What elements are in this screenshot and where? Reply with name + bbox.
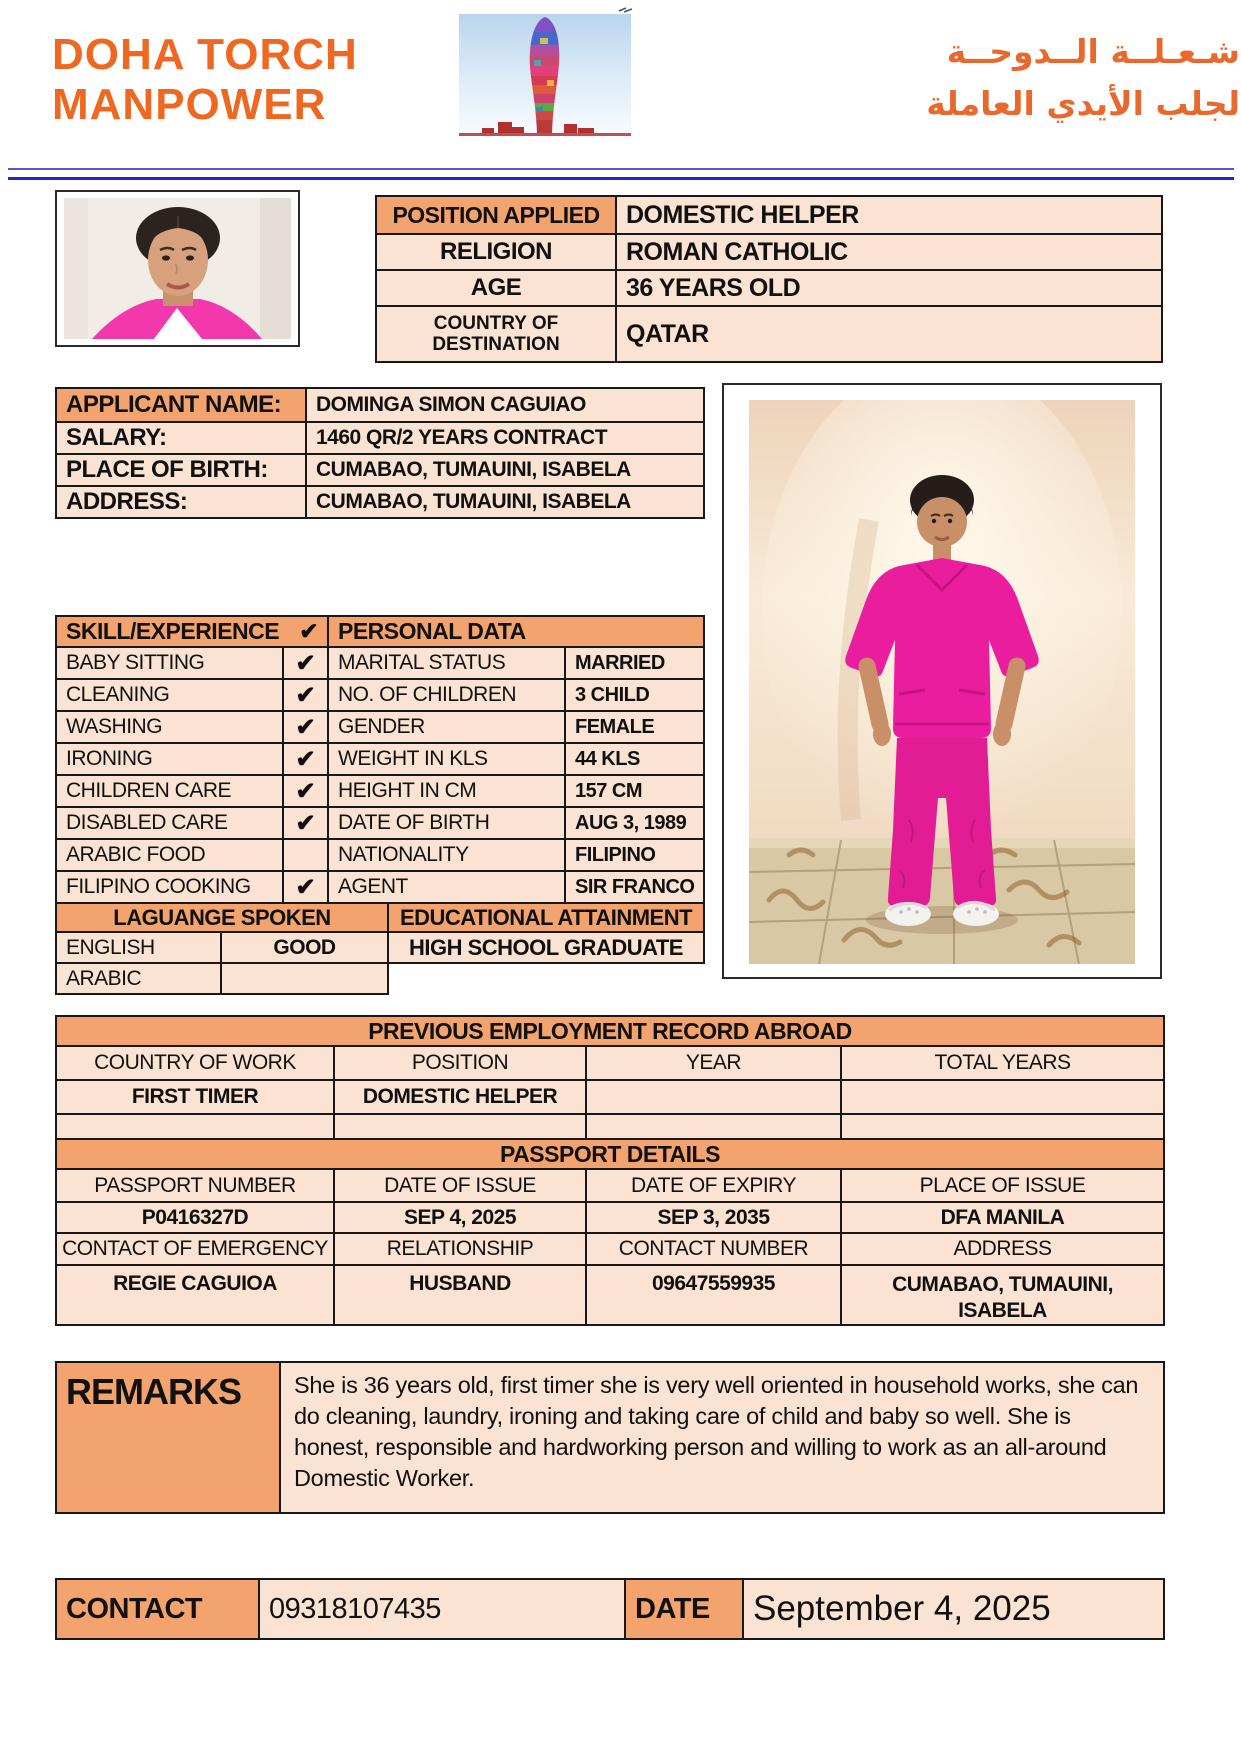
skill-name: WASHING <box>55 710 284 744</box>
date-of-expiry-value: SEP 3, 2035 <box>585 1201 842 1234</box>
employment-cell: FIRST TIMER <box>55 1079 335 1115</box>
column-header: PASSPORT NUMBER <box>55 1168 335 1203</box>
personal-data-header: PERSONAL DATA <box>327 615 705 648</box>
column-header: ADDRESS <box>840 1232 1165 1266</box>
country-of-destination-value: QATAR <box>615 305 1163 363</box>
skills-header <box>55 615 329 648</box>
personal-data-value: AUG 3, 1989 <box>564 806 705 840</box>
table-row <box>55 1168 1165 1203</box>
date-label: DATE <box>624 1578 744 1640</box>
footer-contact-date <box>55 1578 1165 1640</box>
check-icon: ✔ <box>282 774 329 808</box>
table-row <box>55 902 705 933</box>
check-icon: ✔ <box>282 742 329 776</box>
check-icon: ✔ <box>282 646 329 680</box>
personal-data-value: 44 KLS <box>564 742 705 776</box>
personal-data-value: MARRIED <box>564 646 705 680</box>
column-header: PLACE OF ISSUE <box>840 1168 1165 1203</box>
applicant-headshot-photo <box>55 190 300 347</box>
place-of-birth-value: CUMABAO, TUMAUINI, ISABELA <box>305 453 705 487</box>
check-icon: ✔ <box>282 870 329 904</box>
remarks-section <box>55 1361 1165 1514</box>
personal-data-label: HEIGHT IN CM <box>327 774 566 808</box>
contact-label: CONTACT <box>55 1578 260 1640</box>
table-row <box>55 962 705 995</box>
column-header: POSITION <box>333 1045 587 1081</box>
personal-data-label: NO. OF CHILDREN <box>327 678 566 712</box>
table-row <box>55 1113 1165 1140</box>
agency-logo <box>452 12 638 140</box>
skill-name: CLEANING <box>55 678 284 712</box>
table-row <box>55 1232 1165 1266</box>
column-header: CONTACT NUMBER <box>585 1232 842 1266</box>
personal-data-value: SIR FRANCO <box>564 870 705 904</box>
table-row <box>55 646 705 680</box>
personal-data-value: 3 CHILD <box>564 678 705 712</box>
table-row <box>55 1578 1165 1640</box>
contact-value: 09318107435 <box>258 1578 626 1640</box>
address-value: CUMABAO, TUMAUINI, ISABELA <box>305 485 705 519</box>
table-row <box>55 1045 1165 1081</box>
table-row <box>55 485 705 519</box>
check-icon: ✔ <box>282 710 329 744</box>
table-row <box>55 1138 1165 1170</box>
emergency-address-value: CUMABAO, TUMAUINI, ISABELA <box>840 1264 1165 1326</box>
language-name: ENGLISH <box>55 931 222 964</box>
skill-name: IRONING <box>55 742 284 776</box>
employment-cell <box>840 1079 1165 1115</box>
skill-name: DISABLED CARE <box>55 806 284 840</box>
table-row <box>375 195 1163 235</box>
applicant-info-table <box>55 387 705 519</box>
check-icon: ✔ <box>299 618 318 644</box>
fullbody-image <box>749 400 1135 964</box>
column-header: DATE OF ISSUE <box>333 1168 587 1203</box>
table-row <box>55 931 705 964</box>
date-value: September 4, 2025 <box>742 1578 1165 1640</box>
salary-value: 1460 QR/2 YEARS CONTRACT <box>305 421 705 455</box>
table-row <box>55 453 705 487</box>
age-value: 36 YEARS OLD <box>615 269 1163 307</box>
skills-header-label: SKILL/EXPERIENCE <box>66 618 280 644</box>
personal-data-label: NATIONALITY <box>327 838 566 872</box>
passport-number-value: P0416327D <box>55 1201 335 1234</box>
language-level: GOOD <box>220 931 389 964</box>
skill-name: FILIPINO COOKING <box>55 870 284 904</box>
employment-cell <box>585 1113 842 1140</box>
table-row <box>55 742 705 776</box>
agency-name-arabic <box>850 26 1240 130</box>
date-of-issue-value: SEP 4, 2025 <box>333 1201 587 1234</box>
previous-employment-header: PREVIOUS EMPLOYMENT RECORD ABROAD <box>55 1015 1165 1047</box>
contact-number-value: 09647559935 <box>585 1264 842 1326</box>
language-spoken-header: LAGUANGE SPOKEN <box>55 902 389 933</box>
table-row <box>375 269 1163 307</box>
age-label: AGE <box>375 269 617 307</box>
position-applied-value: DOMESTIC HELPER <box>615 195 1163 235</box>
address-label: ADDRESS: <box>55 485 307 519</box>
salary-label: SALARY: <box>55 421 307 455</box>
torch-tower-logo-image <box>452 12 638 140</box>
personal-data-label: GENDER <box>327 710 566 744</box>
column-header: DATE OF EXPIRY <box>585 1168 842 1203</box>
table-row <box>55 678 705 712</box>
language-level <box>220 962 389 995</box>
header-divider-rule <box>8 168 1234 180</box>
agency-name-line1: DOHA TORCH <box>52 30 358 79</box>
educational-attainment-header: EDUCATIONAL ATTAINMENT <box>387 902 705 933</box>
table-row <box>55 1079 1165 1115</box>
scan-artifact-mark <box>617 4 635 14</box>
skill-name: ARABIC FOOD <box>55 838 284 872</box>
relationship-value: HUSBAND <box>333 1264 587 1326</box>
check-icon: ✔ <box>282 678 329 712</box>
remarks-label: REMARKS <box>55 1361 281 1514</box>
table-row <box>55 710 705 744</box>
table-row <box>375 233 1163 271</box>
emergency-contact-value: REGIE CAGUIOA <box>55 1264 335 1326</box>
table-row <box>55 870 705 904</box>
personal-data-value: FEMALE <box>564 710 705 744</box>
table-row <box>55 774 705 808</box>
position-applied-table <box>375 195 1163 363</box>
personal-data-label: MARITAL STATUS <box>327 646 566 680</box>
place-of-issue-value: DFA MANILA <box>840 1201 1165 1234</box>
personal-data-label: AGENT <box>327 870 566 904</box>
column-header: YEAR <box>585 1045 842 1081</box>
table-row <box>55 806 705 840</box>
position-applied-label: POSITION APPLIED <box>375 195 617 235</box>
skill-name: CHILDREN CARE <box>55 774 284 808</box>
skill-name: BABY SITTING <box>55 646 284 680</box>
column-header: COUNTRY OF WORK <box>55 1045 335 1081</box>
religion-value: ROMAN CATHOLIC <box>615 233 1163 271</box>
personal-data-label: WEIGHT IN KLS <box>327 742 566 776</box>
table-row <box>55 615 705 648</box>
table-row <box>55 1015 1165 1047</box>
agency-name-arabic-line1: شـعـلــة الــدوحــة <box>946 32 1240 71</box>
table-row <box>375 305 1163 363</box>
employment-cell <box>55 1113 335 1140</box>
employment-cell <box>333 1113 587 1140</box>
check-icon: ✔ <box>282 806 329 840</box>
table-row <box>55 1264 1165 1326</box>
employment-cell <box>585 1079 842 1115</box>
employment-passport-table <box>55 1015 1165 1326</box>
column-header: TOTAL YEARS <box>840 1045 1165 1081</box>
passport-details-header: PASSPORT DETAILS <box>55 1138 1165 1170</box>
employment-cell <box>840 1113 1165 1140</box>
educational-attainment-value: HIGH SCHOOL GRADUATE <box>387 931 705 964</box>
table-row <box>55 1361 1165 1514</box>
column-header: RELATIONSHIP <box>333 1232 587 1266</box>
applicant-name-label: APPLICANT NAME: <box>55 387 307 423</box>
table-row <box>55 421 705 455</box>
personal-data-value: FILIPINO <box>564 838 705 872</box>
language-name: ARABIC <box>55 962 222 995</box>
agency-name <box>52 30 452 130</box>
table-row <box>55 838 705 872</box>
employment-cell: DOMESTIC HELPER <box>333 1079 587 1115</box>
place-of-birth-label: PLACE OF BIRTH: <box>55 453 307 487</box>
country-of-destination-label: COUNTRY OF DESTINATION <box>375 305 617 363</box>
headshot-image <box>64 198 291 339</box>
column-header: CONTACT OF EMERGENCY <box>55 1232 335 1266</box>
applicant-fullbody-photo <box>722 383 1162 979</box>
personal-data-value: 157 CM <box>564 774 705 808</box>
skills-personal-data-table <box>55 615 705 995</box>
table-row <box>55 1201 1165 1234</box>
table-row <box>55 387 705 423</box>
remarks-text: She is 36 years old, first timer she is very well oriented in household works, she can do cleaning, laundry, ironing and taking care of child and baby so well. She is honest, responsible and hardworking person and willing to work as an all-around Domestic Worker. <box>279 1361 1165 1514</box>
check-icon <box>282 838 329 872</box>
personal-data-label: DATE OF BIRTH <box>327 806 566 840</box>
agency-name-arabic-line2: لجلب الأيدي العاملة <box>926 84 1240 123</box>
agency-name-line2: MANPOWER <box>52 80 327 129</box>
religion-label: RELIGION <box>375 233 617 271</box>
applicant-name-value: DOMINGA SIMON CAGUIAO <box>305 387 705 423</box>
